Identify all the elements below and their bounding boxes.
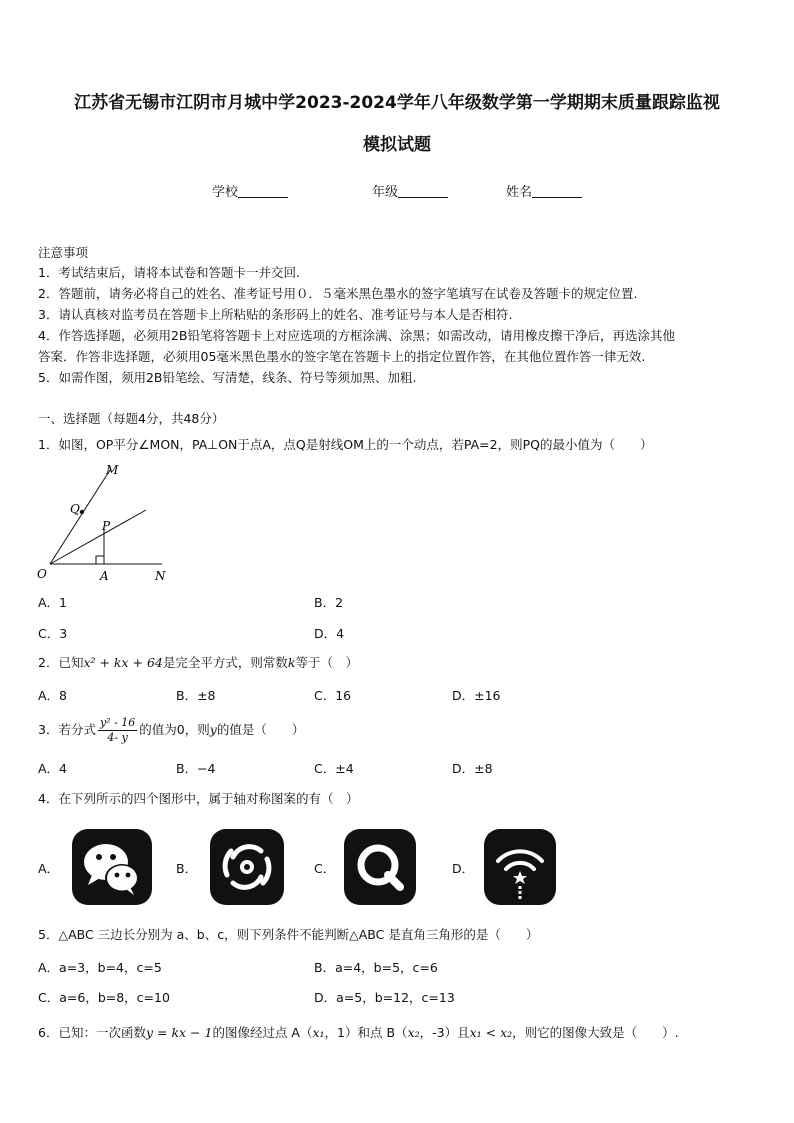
q4-option-b-label[interactable]: B．	[176, 861, 198, 876]
question-1-text: 1．如图，OP平分∠MON，PA⊥ON于点A，点Q是射线OM上的一个动点，若PA=2，则PQ的最小值为（ ）	[38, 437, 653, 452]
q3-prefix: 3．若分式	[38, 722, 96, 737]
school-field	[212, 181, 288, 200]
q1-option-a[interactable]: A．1	[38, 595, 68, 610]
q5-option-d[interactable]: D．a=5，b=12，c=13	[314, 990, 455, 1005]
question-2-text	[38, 654, 358, 672]
q6-x2: x₂	[407, 1025, 420, 1040]
q1-option-d[interactable]: D．4	[314, 626, 345, 641]
q6-middle3: ，-3）且	[419, 1025, 470, 1040]
name-label: 姓名	[506, 185, 533, 200]
q6-middle1: 的图像经过点 A（	[212, 1025, 313, 1040]
notice-item: 3．请认真核对监考员在答题卡上所粘贴的条形码上的姓名、准考证号与本人是否相符.	[38, 307, 513, 322]
question-3-text	[38, 714, 304, 746]
grade-label: 年级	[372, 185, 399, 200]
q2-option-d[interactable]: D．±16	[452, 688, 501, 703]
q3-option-b[interactable]: B．−4	[176, 761, 216, 776]
name-field	[506, 181, 582, 200]
q2-option-b[interactable]: B．±8	[176, 688, 216, 703]
q2-middle: 是完全平方式，则常数	[162, 655, 288, 670]
wifi-star-icon-graphic	[484, 829, 556, 905]
q2-var: k	[287, 655, 296, 670]
q2-option-a[interactable]: A．8	[38, 688, 68, 703]
page-title: 江苏省无锡市江阴市月城中学2023-2024学年八年级数学第一学期期末质量跟踪监视	[74, 93, 720, 113]
question-5-text: 5．△ABC 三边长分别为 a、b、c，则下列条件不能判断△ABC 是直角三角形的是（ ）	[38, 927, 539, 942]
q3-suffix: 的值是（ ）	[216, 722, 305, 737]
section-heading: 一、选择题（每题4分，共48分）	[38, 411, 225, 426]
q-search-icon-graphic	[344, 829, 416, 905]
q6-x1: x₁	[312, 1025, 325, 1040]
grade-field	[372, 181, 448, 200]
q3-option-d[interactable]: D．±8	[452, 761, 493, 776]
wechat-icon-graphic	[72, 829, 152, 905]
question-4-text: 4．在下列所示的四个图形中，属于轴对称图案的有（ ）	[38, 791, 359, 806]
swirl-icon[interactable]	[210, 829, 284, 905]
right-angle-mark	[96, 556, 104, 564]
q2-expression: x² + kx + 64	[83, 655, 163, 670]
page-title-line2: 模拟试题	[363, 135, 431, 155]
q6-expression: y = kx − 1	[145, 1025, 213, 1040]
q2-suffix: 等于（ ）	[295, 655, 358, 670]
name-blank[interactable]	[532, 184, 582, 198]
notice-item: 5．如需作图，须用2B铅笔绘、写清楚，线条、符号等须加黑、加粗.	[38, 370, 417, 385]
q6-middle2: ，1）和点 B（	[324, 1025, 408, 1040]
q3-middle: 的值为0，则	[139, 722, 210, 737]
label-a: A	[100, 569, 109, 583]
q2-option-c[interactable]: C．16	[314, 688, 352, 703]
q5-option-c[interactable]: C．a=6，b=8，c=10	[38, 990, 170, 1005]
q3-denominator: 4- y	[107, 731, 128, 744]
q4-option-d-label[interactable]: D．	[452, 861, 475, 876]
q3-option-a[interactable]: A．4	[38, 761, 68, 776]
label-o: O	[37, 567, 47, 581]
q6-prefix: 6．已知：一次函数	[38, 1025, 146, 1040]
label-p: P	[102, 519, 111, 533]
question-6-text	[38, 1024, 679, 1042]
q3-fraction	[98, 716, 137, 745]
point-q	[80, 510, 84, 514]
q5-option-b[interactable]: B．a=4，b=5，c=6	[314, 960, 438, 975]
school-label: 学校	[212, 185, 239, 200]
wechat-icon[interactable]	[72, 829, 152, 905]
grade-blank[interactable]	[398, 184, 448, 198]
q4-option-c-label[interactable]: C．	[314, 861, 336, 876]
notice-item: 1．考试结束后，请将本试卷和答题卡一并交回.	[38, 265, 300, 280]
label-q: Q	[70, 502, 80, 516]
angle-bisector-figure	[34, 460, 174, 585]
q5-option-a[interactable]: A．a=3，b=4，c=5	[38, 960, 162, 975]
q3-numerator: y² - 16	[99, 716, 136, 729]
q1-option-b[interactable]: B．2	[314, 595, 344, 610]
label-n: N	[155, 569, 166, 583]
ray-om	[50, 470, 110, 564]
q1-option-c[interactable]: C．3	[38, 626, 68, 641]
q6-suffix: ，则它的图像大致是（ ）.	[512, 1025, 679, 1040]
swirl-icon-graphic	[210, 829, 284, 905]
school-blank[interactable]	[238, 184, 288, 198]
wifi-star-icon[interactable]	[484, 829, 556, 905]
q2-prefix: 2．已知	[38, 655, 84, 670]
q-search-icon[interactable]	[344, 829, 416, 905]
q4-option-a-label[interactable]: A．	[38, 861, 60, 876]
notice-item: 4．作答选择题，必须用2B铅笔将答题卡上对应选项的方框涂满、涂黑；如需改动，请用橡皮擦干净后，再选涂其他	[38, 328, 675, 343]
notice-item: 答案．作答非选择题，必须用05毫米黑色墨水的签字笔在答题卡上的指定位置作答，在其他位置作答一律无效.	[38, 349, 646, 364]
label-m: M	[106, 463, 119, 477]
notice-item: 2．答题前，请务必将自己的姓名、准考证号用０．５毫米黑色墨水的签字笔填写在试卷及答题卡的规定位置.	[38, 286, 638, 301]
q3-var: y	[209, 722, 217, 737]
notice-heading: 注意事项	[38, 245, 89, 260]
q3-option-c[interactable]: C．±4	[314, 761, 354, 776]
q6-comparison: x₁ < x₂	[469, 1025, 513, 1040]
